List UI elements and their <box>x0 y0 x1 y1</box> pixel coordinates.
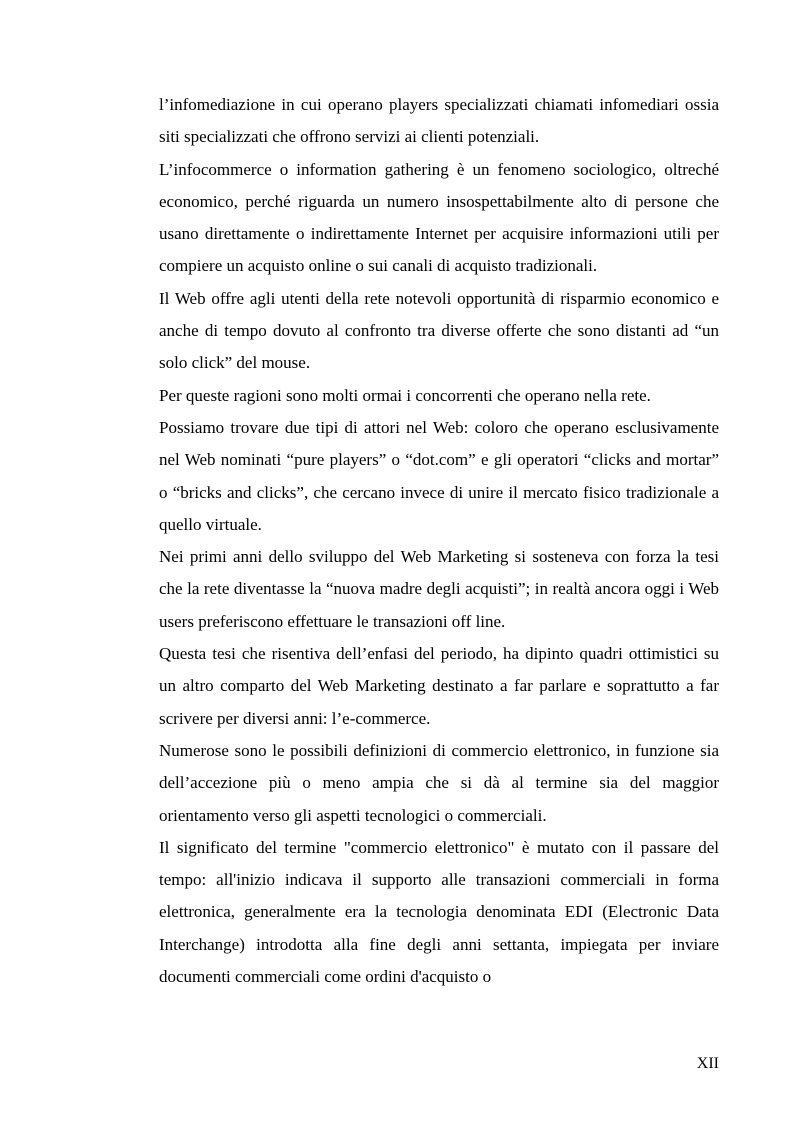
paragraph-definizioni: Numerose sono le possibili definizioni di commercio elettronico, in funzione sia dell’accezione più o meno ampia che si dà al termine sia del maggior orientamento verso gli aspetti tecnologici o commerciali. <box>159 740 719 825</box>
paragraph-infomediazione: l’infomediazione in cui operano players specializzati chiamati infomediari ossia siti specializzati che offrono servizi ai clienti potenziali. <box>159 95 719 147</box>
paragraph-infocommerce: L’infocommerce o information gathering è un fenomeno sociologico, oltreché economico, perché riguarda un numero insospettabilmente alto di persone che usano direttamente o indirettamente Internet per acquisire informazioni utili per compiere un acquisto online o sui canali di acquisto tradizionali. <box>159 159 719 276</box>
paragraph-web-offre: Il Web offre agli utenti della rete notevoli opportunità di risparmio economico e anche di tempo dovuto al confronto tra diverse offerte che sono distanti ad “un solo click” del mouse. <box>159 288 719 373</box>
body-text <box>159 89 719 993</box>
paragraph-ecommerce: Questa tesi che risentiva dell’enfasi del periodo, ha dipinto quadri ottimistici su un altro comparto del Web Marketing destinato a far parlare e soprattutto a far scrivere per diversi anni: l’e-commerce. <box>159 644 719 728</box>
page-number: XII <box>696 1055 719 1072</box>
paragraph-web-marketing: Nei primi anni dello sviluppo del Web Marketing si sosteneva con forza la tesi che la rete diventasse la “nuova madre degli acquisti”; in realtà ancora oggi i Web users preferiscono effettuare le transazioni off line. <box>159 547 719 631</box>
paragraph-attori-web: Possiamo trovare due tipi di attori nel Web: coloro che operano esclusivamente nel Web nominati “pure players” o “dot.com” e gli operatori “clicks and mortar” o “bricks and clicks”, che cercano invece di unire il mercato fisico tradizionale a quello virtuale. <box>159 417 719 534</box>
paragraph-concorrenti: Per queste ragioni sono molti ormai i concorrenti che operano nella rete. <box>159 385 651 405</box>
paragraph-significato: Il significato del termine "commercio elettronico" è mutato con il passare del tempo: all'inizio indicava il supporto alle transazioni commerciali in forma elettronica, generalmente era la tecnologia denominata EDI (Electronic Data Interchange) introdotta alla fine degli anni settanta, impiegata per inviare documenti commerciali come ordini d'acquisto o <box>159 837 719 987</box>
